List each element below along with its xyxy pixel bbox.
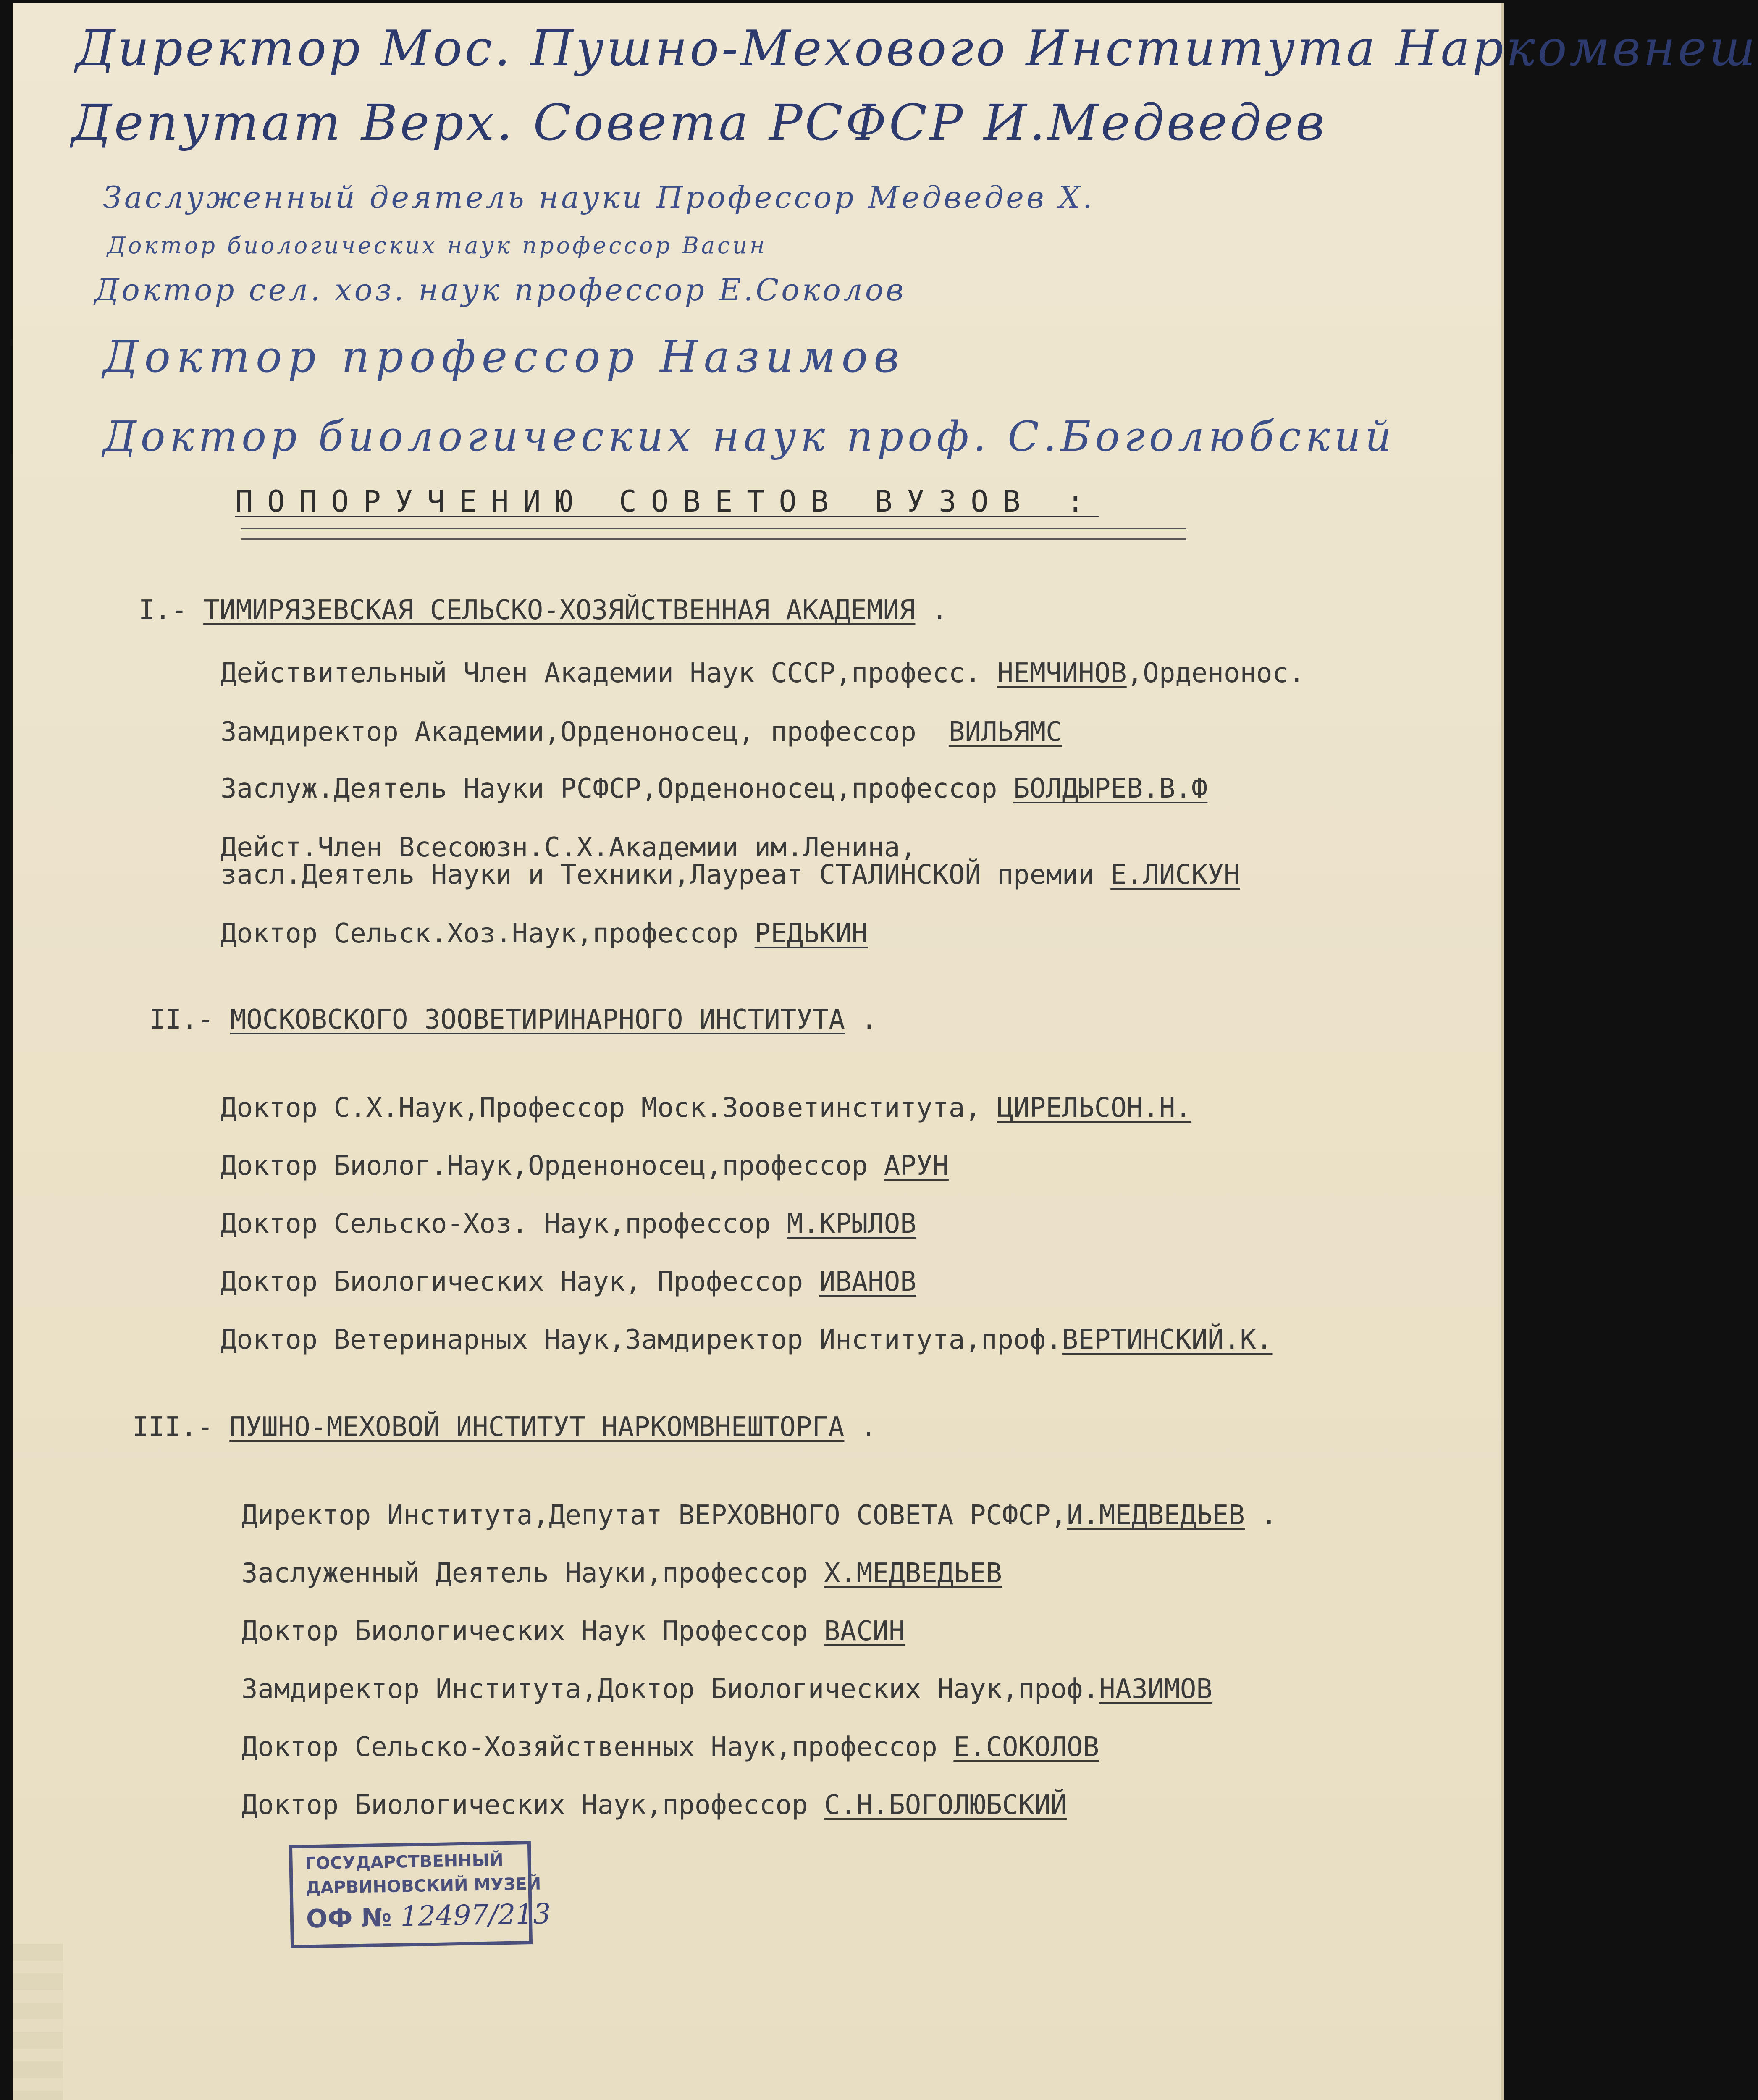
handwritten-line-doctor-bio-prof: Доктор биологических наук проф. С.Боголюбский <box>103 413 1396 461</box>
stamp-number: 12497/213 <box>400 1898 551 1933</box>
entry-name: РЕДЬКИН <box>754 918 868 949</box>
entry-name: ИВАНОВ <box>819 1266 916 1297</box>
entry-text: Директор Института,Депутат ВЕРХОВНОГО СОВЕТА РСФСР, <box>241 1500 1067 1531</box>
entry-name: АРУН <box>884 1150 949 1181</box>
list-item <box>220 1209 916 1239</box>
entry-text: Доктор Биологических Наук, Профессор <box>220 1266 819 1297</box>
handwritten-line-deputy: Депутат Верх. Совета РСФСР И.Медведев <box>71 94 1327 152</box>
entry-name: ВЕРТИНСКИЙ.К. <box>1062 1324 1273 1355</box>
document-page <box>13 3 1758 2100</box>
entry-name: М.КРЫЛОВ <box>787 1208 916 1239</box>
entry-name: БОЛДЫРЕВ.В.Ф <box>1013 773 1208 804</box>
list-item <box>220 774 1207 803</box>
list-item <box>220 659 1305 688</box>
handwritten-line-doctor-professor: Доктор профессор Назимов <box>103 331 905 382</box>
entry-text: Доктор Сельско-Хоз. Наук,профессор <box>220 1208 787 1239</box>
section-header <box>149 1005 877 1034</box>
entry-text: Заслуженный Деятель Науки,профессор <box>241 1558 824 1589</box>
list-item-line-1: Дейст.Член Всесоюзн.С.Х.Академии им.Ленина, <box>220 832 916 863</box>
list-item <box>241 1790 1067 1820</box>
entry-text: Доктор Биологических Наук,профессор <box>241 1790 824 1821</box>
entry-name: ЦИРЕЛЬСОН.Н. <box>997 1092 1191 1124</box>
list-item <box>220 919 868 948</box>
list-item <box>241 1617 905 1646</box>
section-number: I.- <box>139 595 187 626</box>
list-item <box>220 717 1062 747</box>
list-item <box>241 1501 1277 1530</box>
entry-text: Замдиректор Института,Доктор Биологических Наук,проф. <box>241 1674 1099 1705</box>
section-number: II.- <box>149 1004 214 1035</box>
handwritten-line-doctor-agri: Доктор сел. хоз. наук профессор Е.Соколов <box>94 272 906 307</box>
entry-text: Действительный Член Академии Наук СССР,професс. <box>220 658 997 689</box>
museum-stamp <box>289 1841 551 1948</box>
list-item <box>220 1267 916 1297</box>
handwritten-line-doctor-bio: Доктор биологических наук профессор Васин <box>107 232 767 259</box>
entry-name: НАЗИМОВ <box>1099 1674 1212 1705</box>
section-suffix: . <box>844 1412 877 1443</box>
entry-name: Е.ЛИСКУН <box>1110 859 1240 890</box>
stamp-line-2: ДАРВИНОВСКИЙ МУЗЕЙ <box>305 1874 541 1898</box>
heading-divider <box>241 528 1186 540</box>
entry-name: Е.СОКОЛОВ <box>953 1732 1099 1763</box>
list-item <box>241 1732 1099 1762</box>
section-suffix: . <box>915 595 948 626</box>
handwritten-line-director: Директор Мос. Пушно-Мехового Института Наркомвнеш <box>76 20 1758 77</box>
entry-name: ВИЛЬЯМС <box>948 717 1062 748</box>
entry-name: Х.МЕДВЕДЬЕВ <box>824 1558 1002 1589</box>
section-title: ТИМИРЯЗЕВСКАЯ СЕЛЬСКО-ХОЗЯЙСТВЕННАЯ АКАДЕМИЯ <box>203 595 916 626</box>
entry-text: Доктор Биолог.Наук,Орденоносец,профессор <box>220 1150 884 1181</box>
entry-text: Доктор Ветеринарных Наук,Замдиректор Института,проф. <box>220 1324 1062 1355</box>
entry-text: Доктор Биологических Наук Профессор <box>241 1616 824 1647</box>
entry-name: НЕМЧИНОВ <box>997 658 1127 689</box>
section-suffix: . <box>845 1004 877 1035</box>
list-item <box>220 1325 1273 1354</box>
entry-text: Замдиректор Академии,Орденоносец, профессор <box>220 717 949 748</box>
entry-name: ВАСИН <box>824 1616 905 1647</box>
stamp-line-1: ГОСУДАРСТВЕННЫЙ <box>305 1851 504 1874</box>
section-number: III.- <box>132 1412 213 1443</box>
list-item <box>241 1559 1002 1588</box>
section-title: ПУШНО-МЕХОВОЙ ИНСТИТУТ НАРКОМВНЕШТОРГА <box>229 1412 845 1443</box>
entry-name: И.МЕДВЕДЬЕВ <box>1067 1500 1245 1531</box>
stamp-prefix: ОФ № <box>306 1903 392 1934</box>
entry-text: засл.Деятель Науки и Техники,Лауреат СТАЛИНСКОЙ премии <box>220 859 1111 890</box>
entry-text: Заслуж.Деятель Науки РСФСР,Орденоносец,профессор <box>220 773 1014 804</box>
list-item <box>220 1093 1191 1123</box>
handwritten-line-honored-scientist: Заслуженный деятель науки Профессор Медведев Х. <box>103 180 1095 215</box>
entry-text: Доктор Сельск.Хоз.Наук,профессор <box>220 918 755 949</box>
entry-after: ,Орденонос. <box>1126 658 1305 689</box>
page-heading: ПОПОРУЧЕНИЮ СОВЕТОВ ВУЗОВ : <box>235 484 1099 519</box>
list-item <box>220 1151 949 1181</box>
list-item <box>220 860 1240 890</box>
section-header <box>139 596 948 625</box>
entry-after: . <box>1244 1500 1277 1531</box>
section-title: МОСКОВСКОГО ЗООВЕТИРИНАРНОГО ИНСТИТУТА <box>230 1004 845 1035</box>
entry-text: Доктор С.Х.Наук,Профессор Моск.Зооветинститута, <box>220 1092 997 1124</box>
list-item <box>241 1675 1212 1704</box>
section-header <box>132 1412 876 1442</box>
entry-name: С.Н.БОГОЛЮБСКИЙ <box>824 1790 1067 1821</box>
entry-text: Доктор Сельско-Хозяйственных Наук,профессор <box>241 1732 954 1763</box>
stamp-inventory <box>306 1898 551 1934</box>
